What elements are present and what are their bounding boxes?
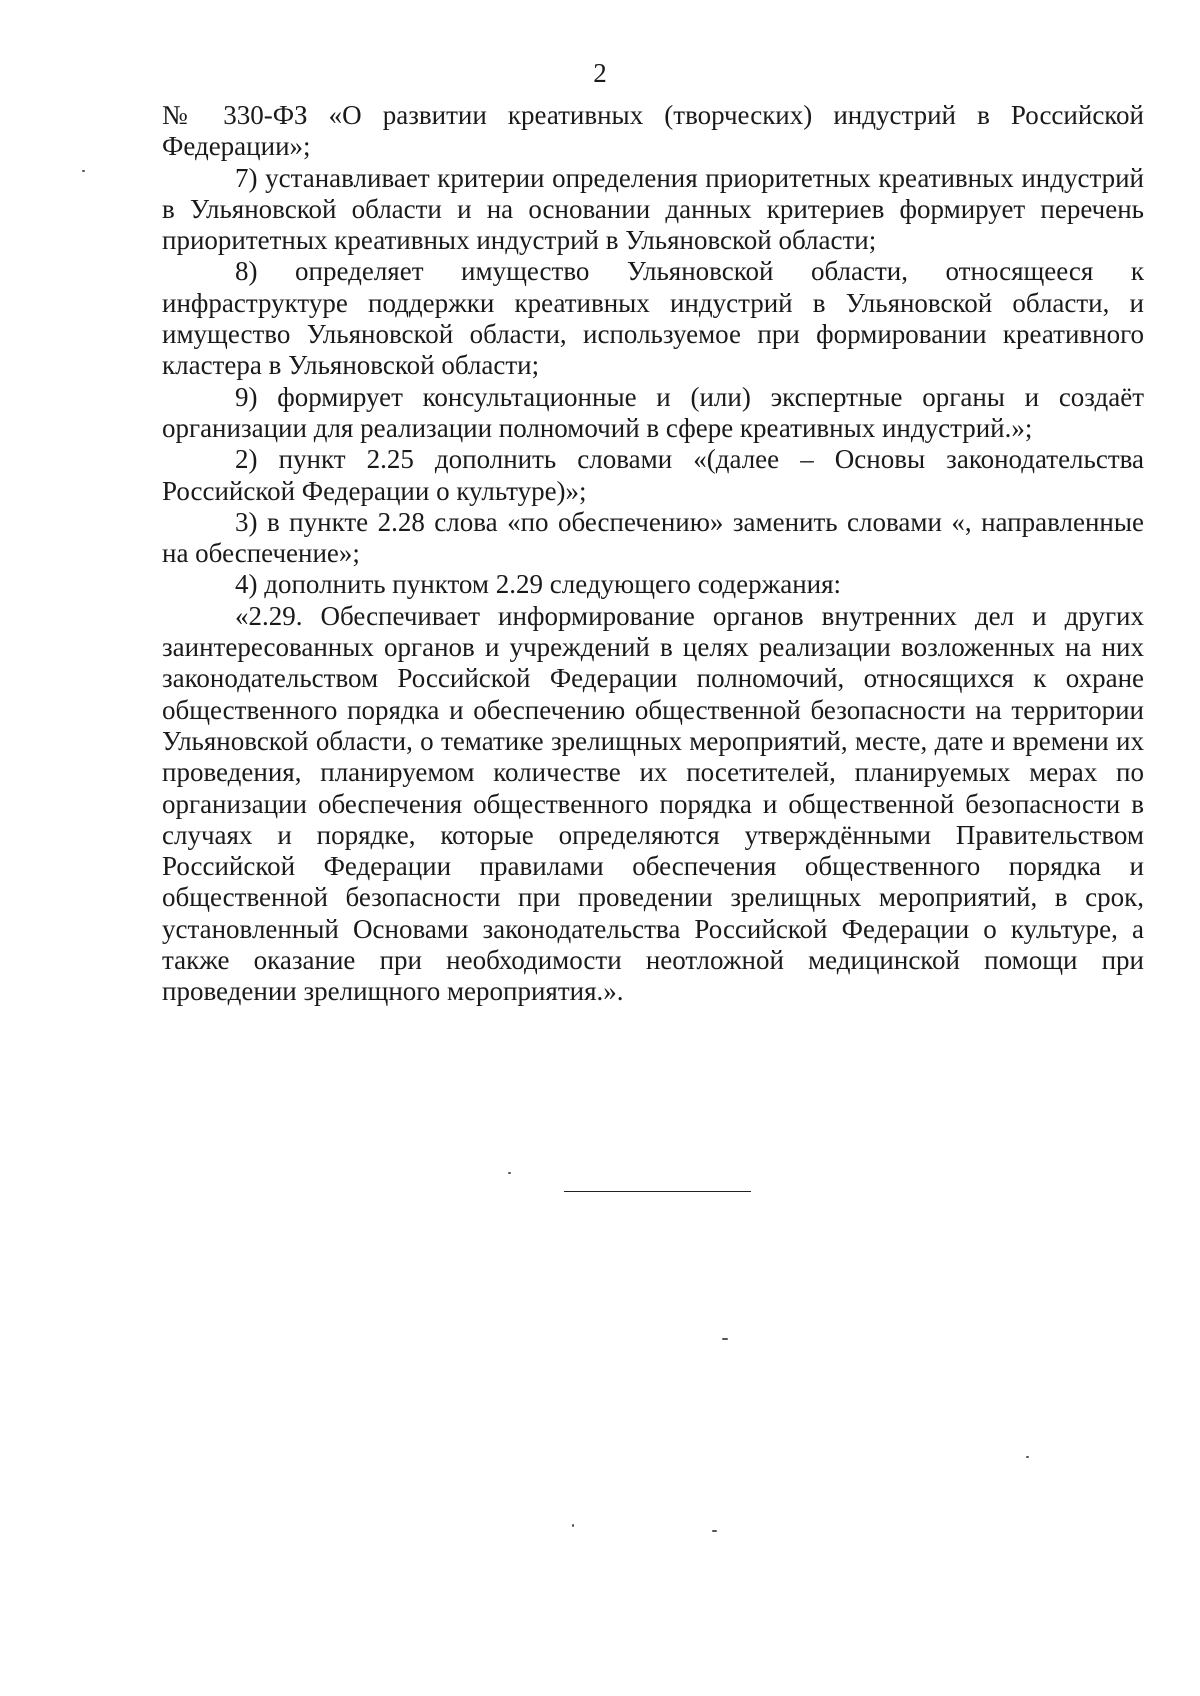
paragraph-amendment-2: 2) пункт 2.25 дополнить словами «(далее – Основы законодательства Российской Федерации о культуре)»; — [162, 444, 1144, 506]
page-number: 2 — [593, 58, 607, 88]
scan-speck — [82, 170, 85, 172]
scan-speck — [572, 1524, 574, 1527]
paragraph-item-8: 8) определяет имущество Ульяновской области, относящееся к инфраструктуре поддержки креативных индустрий в Ульяновской области, и имущество Ульяновской области, используемое при формировании креативного кластера в Ульяновской области; — [162, 256, 1144, 381]
document-body — [162, 100, 1144, 1008]
paragraph-clause-2-29: «2.29. Обеспечивает информирование органов внутренних дел и других заинтересованных органов и учреждений в целях реализации возложенных на них законодательством Российской Федерации полномочий, относящихся к охране общественного порядка и обеспечению общественной безопасности на территории Ульяновской области, о тематике зрелищных мероприятий, месте, дате и времени их проведения, планируемом количестве их посетителей, планируемых мерах по организации обеспечения общественного порядка и общественной безопасности в случаях и порядке, которые определяются утверждёнными Правительством Российской Федерации правилами обеспечения общественного порядка и общественной безопасности при проведении зрелищных мероприятий, в срок, установленный Основами законодательства Российской Федерации о культуре, а также оказание при необходимости неотложной медицинской помощи при проведении зрелищного мероприятия.». — [162, 600, 1144, 1007]
end-of-text-rule — [564, 1191, 751, 1192]
scan-speck — [508, 1172, 511, 1174]
paragraph-amendment-3: 3) в пункте 2.28 слова «по обеспечению» заменить словами «, направленные на обеспечение»; — [162, 506, 1144, 569]
scan-speck — [712, 1530, 717, 1532]
paragraph-amendment-4: 4) дополнить пунктом 2.29 следующего содержания: — [235, 569, 842, 600]
paragraph-item-9: 9) формирует консультационные и (или) экспертные органы и создаёт организации для реализации полномочий в сфере креативных индустрий.»; — [162, 381, 1144, 443]
paragraph-item-7: 7) устанавливает критерии определения приоритетных креативных индустрий в Ульяновской области и на основании данных критериев формирует перечень приоритетных креативных индустрий в Ульяновской области; — [162, 162, 1144, 256]
scan-speck — [1026, 1456, 1029, 1458]
paragraph-law-reference-continuation: № 330-ФЗ «О развитии креативных (творческих) индустрий в Российской Федерации»; — [162, 100, 1144, 162]
scan-speck — [722, 1338, 728, 1340]
